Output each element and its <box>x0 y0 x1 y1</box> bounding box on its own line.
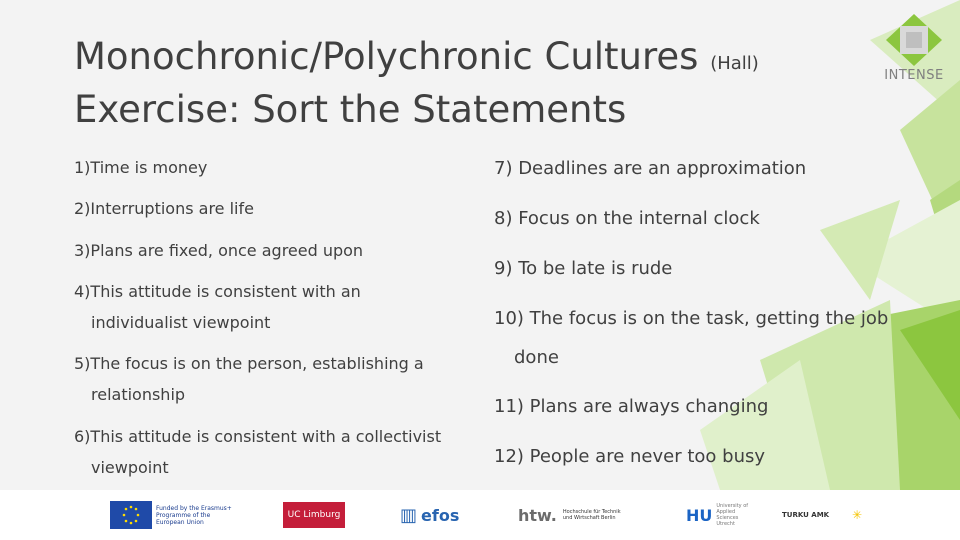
title-line1: Monochronic/Polychronic Cultures <box>74 35 699 78</box>
hu-text: HU <box>686 505 713 525</box>
turku-logo <box>782 496 862 534</box>
eu-flag-icon <box>110 501 152 529</box>
star-icon: ✳ <box>852 508 863 522</box>
uc-logo <box>283 496 345 534</box>
statement-8: 8) Focus on the internal clock <box>494 208 760 229</box>
intense-logo <box>882 12 946 87</box>
statement-4-cont: individualist viewpoint <box>91 313 271 332</box>
efos-bars-icon: ▥ <box>400 504 418 526</box>
statement-1: 1)Time is money <box>74 158 208 177</box>
statement-10: 10) The focus is on the task, getting the job <box>494 308 889 329</box>
statement-5: 5)The focus is on the person, establishing a <box>74 354 424 373</box>
efos-text: efos <box>421 505 460 525</box>
statement-10-cont: done <box>514 347 559 368</box>
eu-logo <box>110 496 236 534</box>
turku-text: TURKU AMK <box>782 511 830 519</box>
efos-logo <box>400 496 459 534</box>
statement-6: 6)This attitude is consistent with a collectivist <box>74 427 442 446</box>
statement-4: 4)This attitude is consistent with an <box>74 282 361 301</box>
htw-text: htw. <box>518 505 557 525</box>
statement-12: 12) People are never too busy <box>494 446 766 467</box>
statement-7: 7) Deadlines are an approximation <box>494 158 807 179</box>
statement-6-cont: viewpoint <box>91 458 169 477</box>
statement-2: 2)Interruptions are life <box>74 199 254 218</box>
title-aside: (Hall) <box>710 53 759 74</box>
htw-sub: Hochschule für Technik und Wirtschaft Berlin <box>562 509 621 521</box>
htw-logo <box>518 496 623 534</box>
hu-sub: University of Applied Sciences Utrecht <box>716 503 749 527</box>
footer-logos <box>0 490 960 540</box>
title-line2: Exercise: Sort the Statements <box>74 88 627 131</box>
statement-5-cont: relationship <box>91 385 186 404</box>
statement-11: 11) Plans are always changing <box>494 396 769 417</box>
eu-text: Funded by the Erasmus+ Programme of the European Union <box>156 504 232 526</box>
hu-logo <box>686 496 756 534</box>
statement-9: 9) To be late is rude <box>494 258 673 279</box>
uc-text: UC Limburg <box>283 502 345 528</box>
slide-title <box>74 34 759 133</box>
logo-text: INTENSE <box>884 68 944 83</box>
statement-3: 3)Plans are fixed, once agreed upon <box>74 241 364 260</box>
